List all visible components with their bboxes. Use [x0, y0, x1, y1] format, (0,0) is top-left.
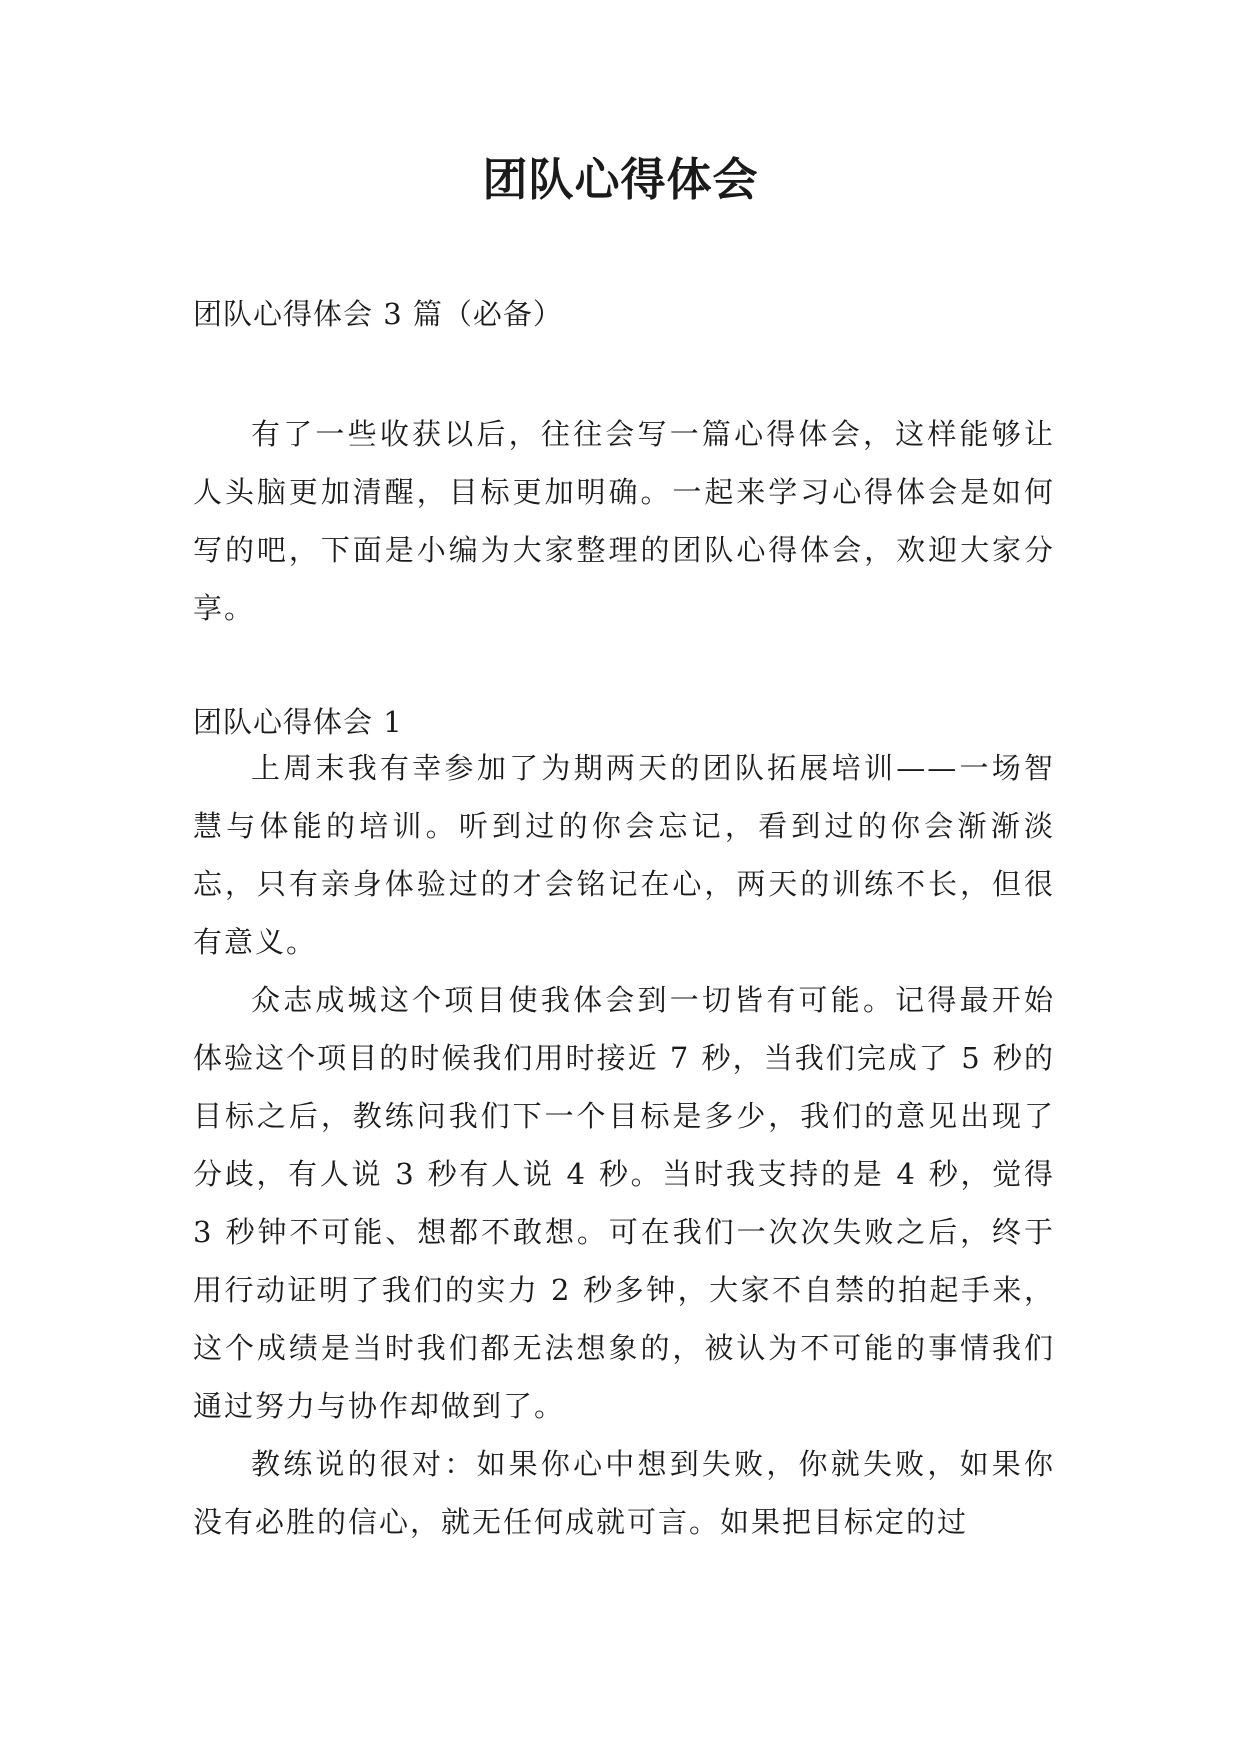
body-paragraph: 众志成城这个项目使我体会到一切皆有可能。记得最开始体验这个项目的时候我们用时接近 7 秒，当我们完成了 5 秒的目标之后，教练问我们下一个目标是多少，我们的意见出现了分歧，有人说 3 秒有人说 4 秒。当时我支持的是 4 秒，觉得 3 秒钟不可能、想都不敢想。可在我们一次次失败之后，终于用行动证明了我们的实力 2 秒多钟，大家不自禁的拍起手来，这个成绩是当时我们都无法想象的，被认为不可能的事情我们通过努力与协作却做到了。	[193, 983, 1055, 1423]
document-title: 团队心得体会	[482, 153, 759, 206]
body-paragraph: 上周末我有幸参加了为期两天的团队拓展培训——一场智慧与体能的培训。听到过的你会忘记，看到过的你会渐渐淡忘，只有亲身体验过的才会铭记在心，两天的训练不长，但很有意义。	[193, 751, 1055, 959]
intro-paragraph: 有了一些收获以后，往往会写一篇心得体会，这样能够让人头脑更加清醒，目标更加明确。一起来学习心得体会是如何写的吧，下面是小编为大家整理的团队心得体会，欢迎大家分享。	[193, 417, 1055, 625]
section-heading-1: 团队心得体会 1	[193, 705, 403, 739]
intro-section	[193, 405, 1055, 637]
section-body-1	[193, 739, 1055, 1551]
document-subtitle: 团队心得体会 3 篇（必备）	[193, 297, 563, 331]
body-paragraph: 教练说的很对：如果你心中想到失败，你就失败，如果你没有必胜的信心，就无任何成就可言。如果把目标定的过	[193, 1447, 1055, 1539]
